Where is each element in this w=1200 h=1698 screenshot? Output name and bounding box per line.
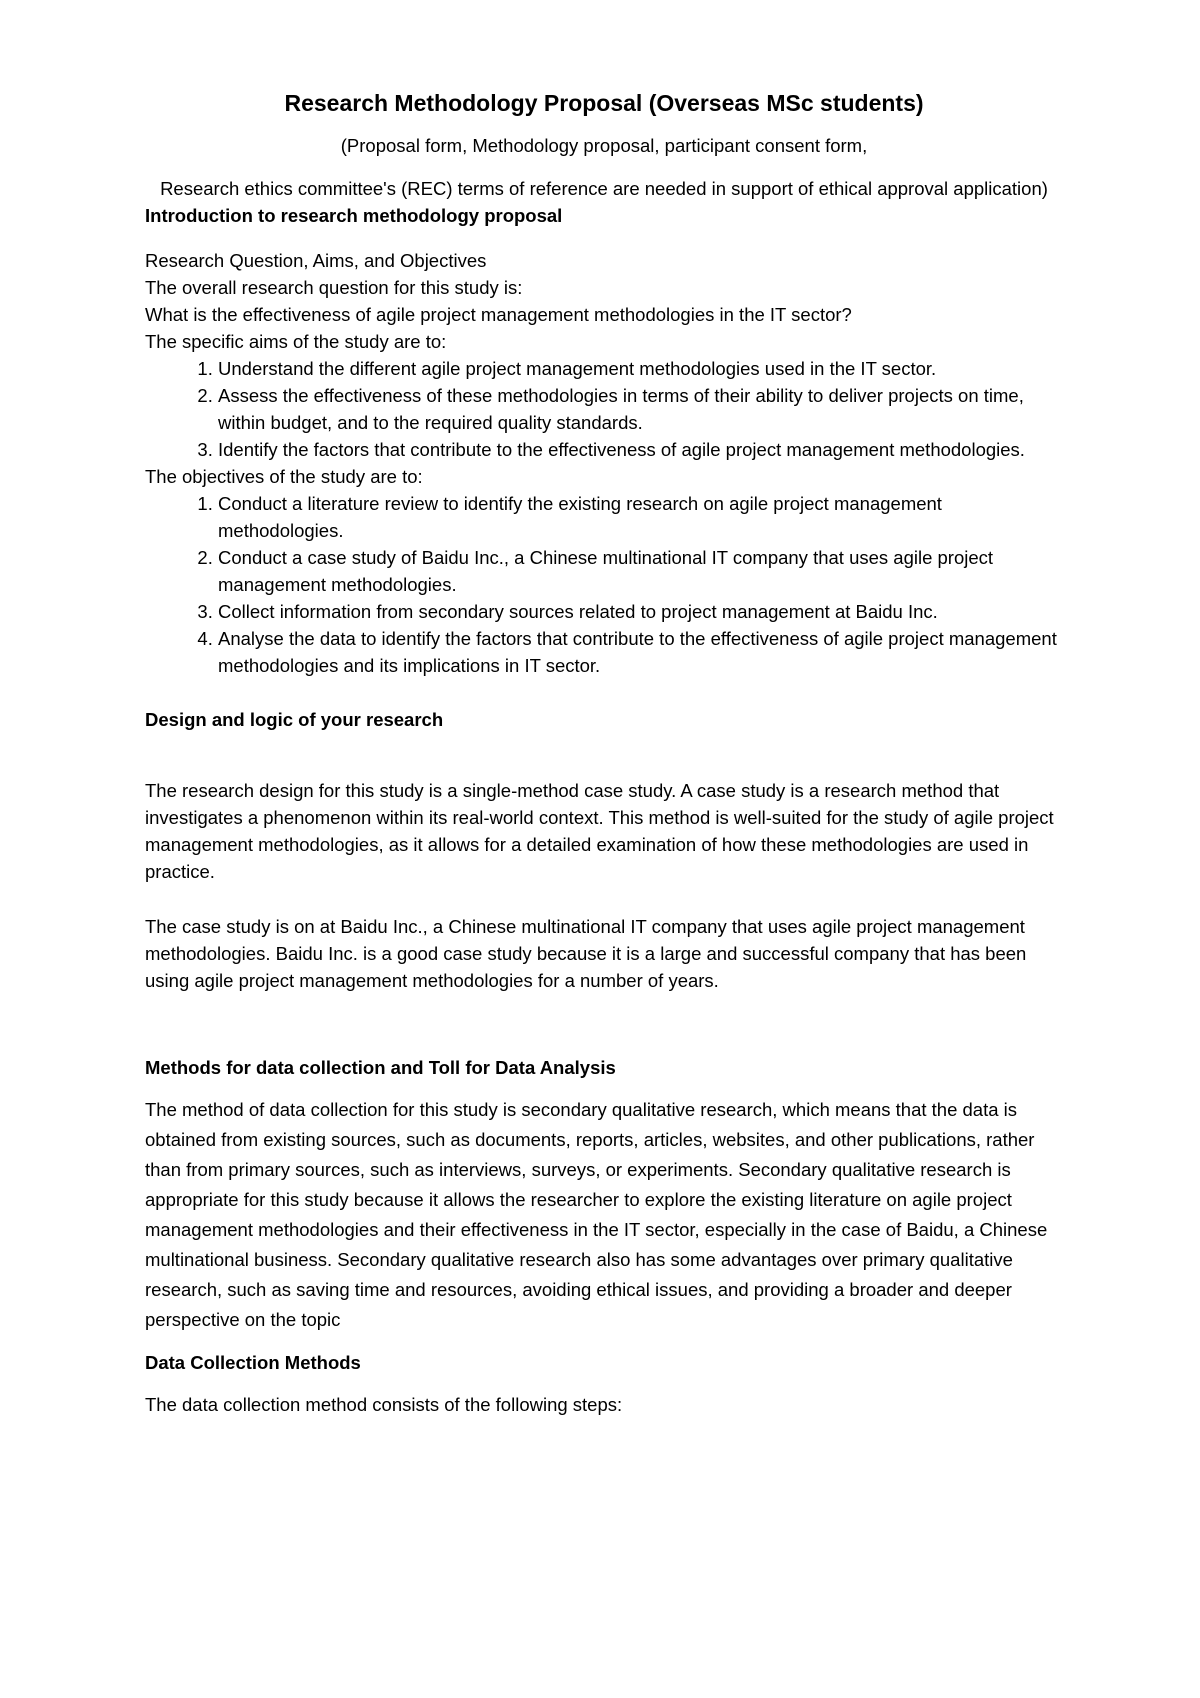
design-paragraph-1: The research design for this study is a single-method case study. A case study is a research method that investigates a phenomenon within its real-world context. This method is well-suited for the study of agile project management methodologies, as it allows for a detailed examination of how these methodologies are used in practice. xyxy=(145,780,1054,882)
aim-item: 1. Understand the different agile project management methodologies used in the IT sector. xyxy=(218,355,1063,382)
data-collection-paragraph: The data collection method consists of the following steps: xyxy=(145,1394,623,1415)
document-subtitle-line1: (Proposal form, Methodology proposal, participant consent form, xyxy=(340,135,868,156)
document-title: Research Methodology Proposal (Overseas MSc students) xyxy=(284,90,924,116)
data-collection-heading: Data Collection Methods xyxy=(145,1352,361,1373)
rq-text: What is the effectiveness of agile project management methodologies in the IT sector? xyxy=(145,304,852,325)
aims-list xyxy=(145,355,1063,463)
methods-paragraph: The method of data collection for this study is secondary qualitative research, which means that the data is obtained from existing sources, such as documents, reports, articles, websites, and other publications, rather than from primary sources, such as interviews, surveys, or experiments. Secondary qualitative research is appropriate for this study because it allows the researcher to explore the existing literature on agile project management methodologies and their effectiveness in the IT sector, especially in the case of Baidu, a Chinese multinational business. Secondary qualitative research also has some advantages over primary qualitative research, such as saving time and resources, avoiding ethical issues, and providing a broader and deeper perspective on the topic xyxy=(145,1099,1048,1330)
design-heading: Design and logic of your research xyxy=(145,709,444,730)
methods-heading: Methods for data collection and Toll for Data Analysis xyxy=(145,1057,616,1078)
objective-item: 2. Conduct a case study of Baidu Inc., a Chinese multinational IT company that uses agile project management methodologies. xyxy=(218,544,1063,598)
objectives-list xyxy=(145,490,1063,679)
document-subtitle-line2: Research ethics committee's (REC) terms of reference are needed in support of ethical approval application) xyxy=(160,178,1048,199)
intro-heading: Introduction to research methodology proposal xyxy=(145,205,563,226)
objective-item: 3. Collect information from secondary sources related to project management at Baidu Inc. xyxy=(218,598,1063,625)
aim-item: 2. Assess the effectiveness of these methodologies in terms of their ability to deliver projects on time, within budget, and to the required quality standards. xyxy=(218,382,1063,436)
objective-item: 4. Analyse the data to identify the factors that contribute to the effectiveness of agile project management methodologies and its implications in IT sector. xyxy=(218,625,1063,679)
intro-section xyxy=(145,247,1063,679)
objectives-intro: The objectives of the study are to: xyxy=(145,466,423,487)
objective-item: 1. Conduct a literature review to identify the existing research on agile project management methodologies. xyxy=(218,490,1063,544)
rq-label: Research Question, Aims, and Objectives xyxy=(145,250,487,271)
rq-intro: The overall research question for this study is: xyxy=(145,277,523,298)
aim-item: 3. Identify the factors that contribute to the effectiveness of agile project management methodologies. xyxy=(218,436,1063,463)
document-body xyxy=(145,88,1063,1420)
aims-intro: The specific aims of the study are to: xyxy=(145,331,447,352)
design-paragraph-2: The case study is on at Baidu Inc., a Chinese multinational IT company that uses agile project management methodologies. Baidu Inc. is a good case study because it is a large and successful company that has been using agile project management methodologies for a number of years. xyxy=(145,916,1027,991)
